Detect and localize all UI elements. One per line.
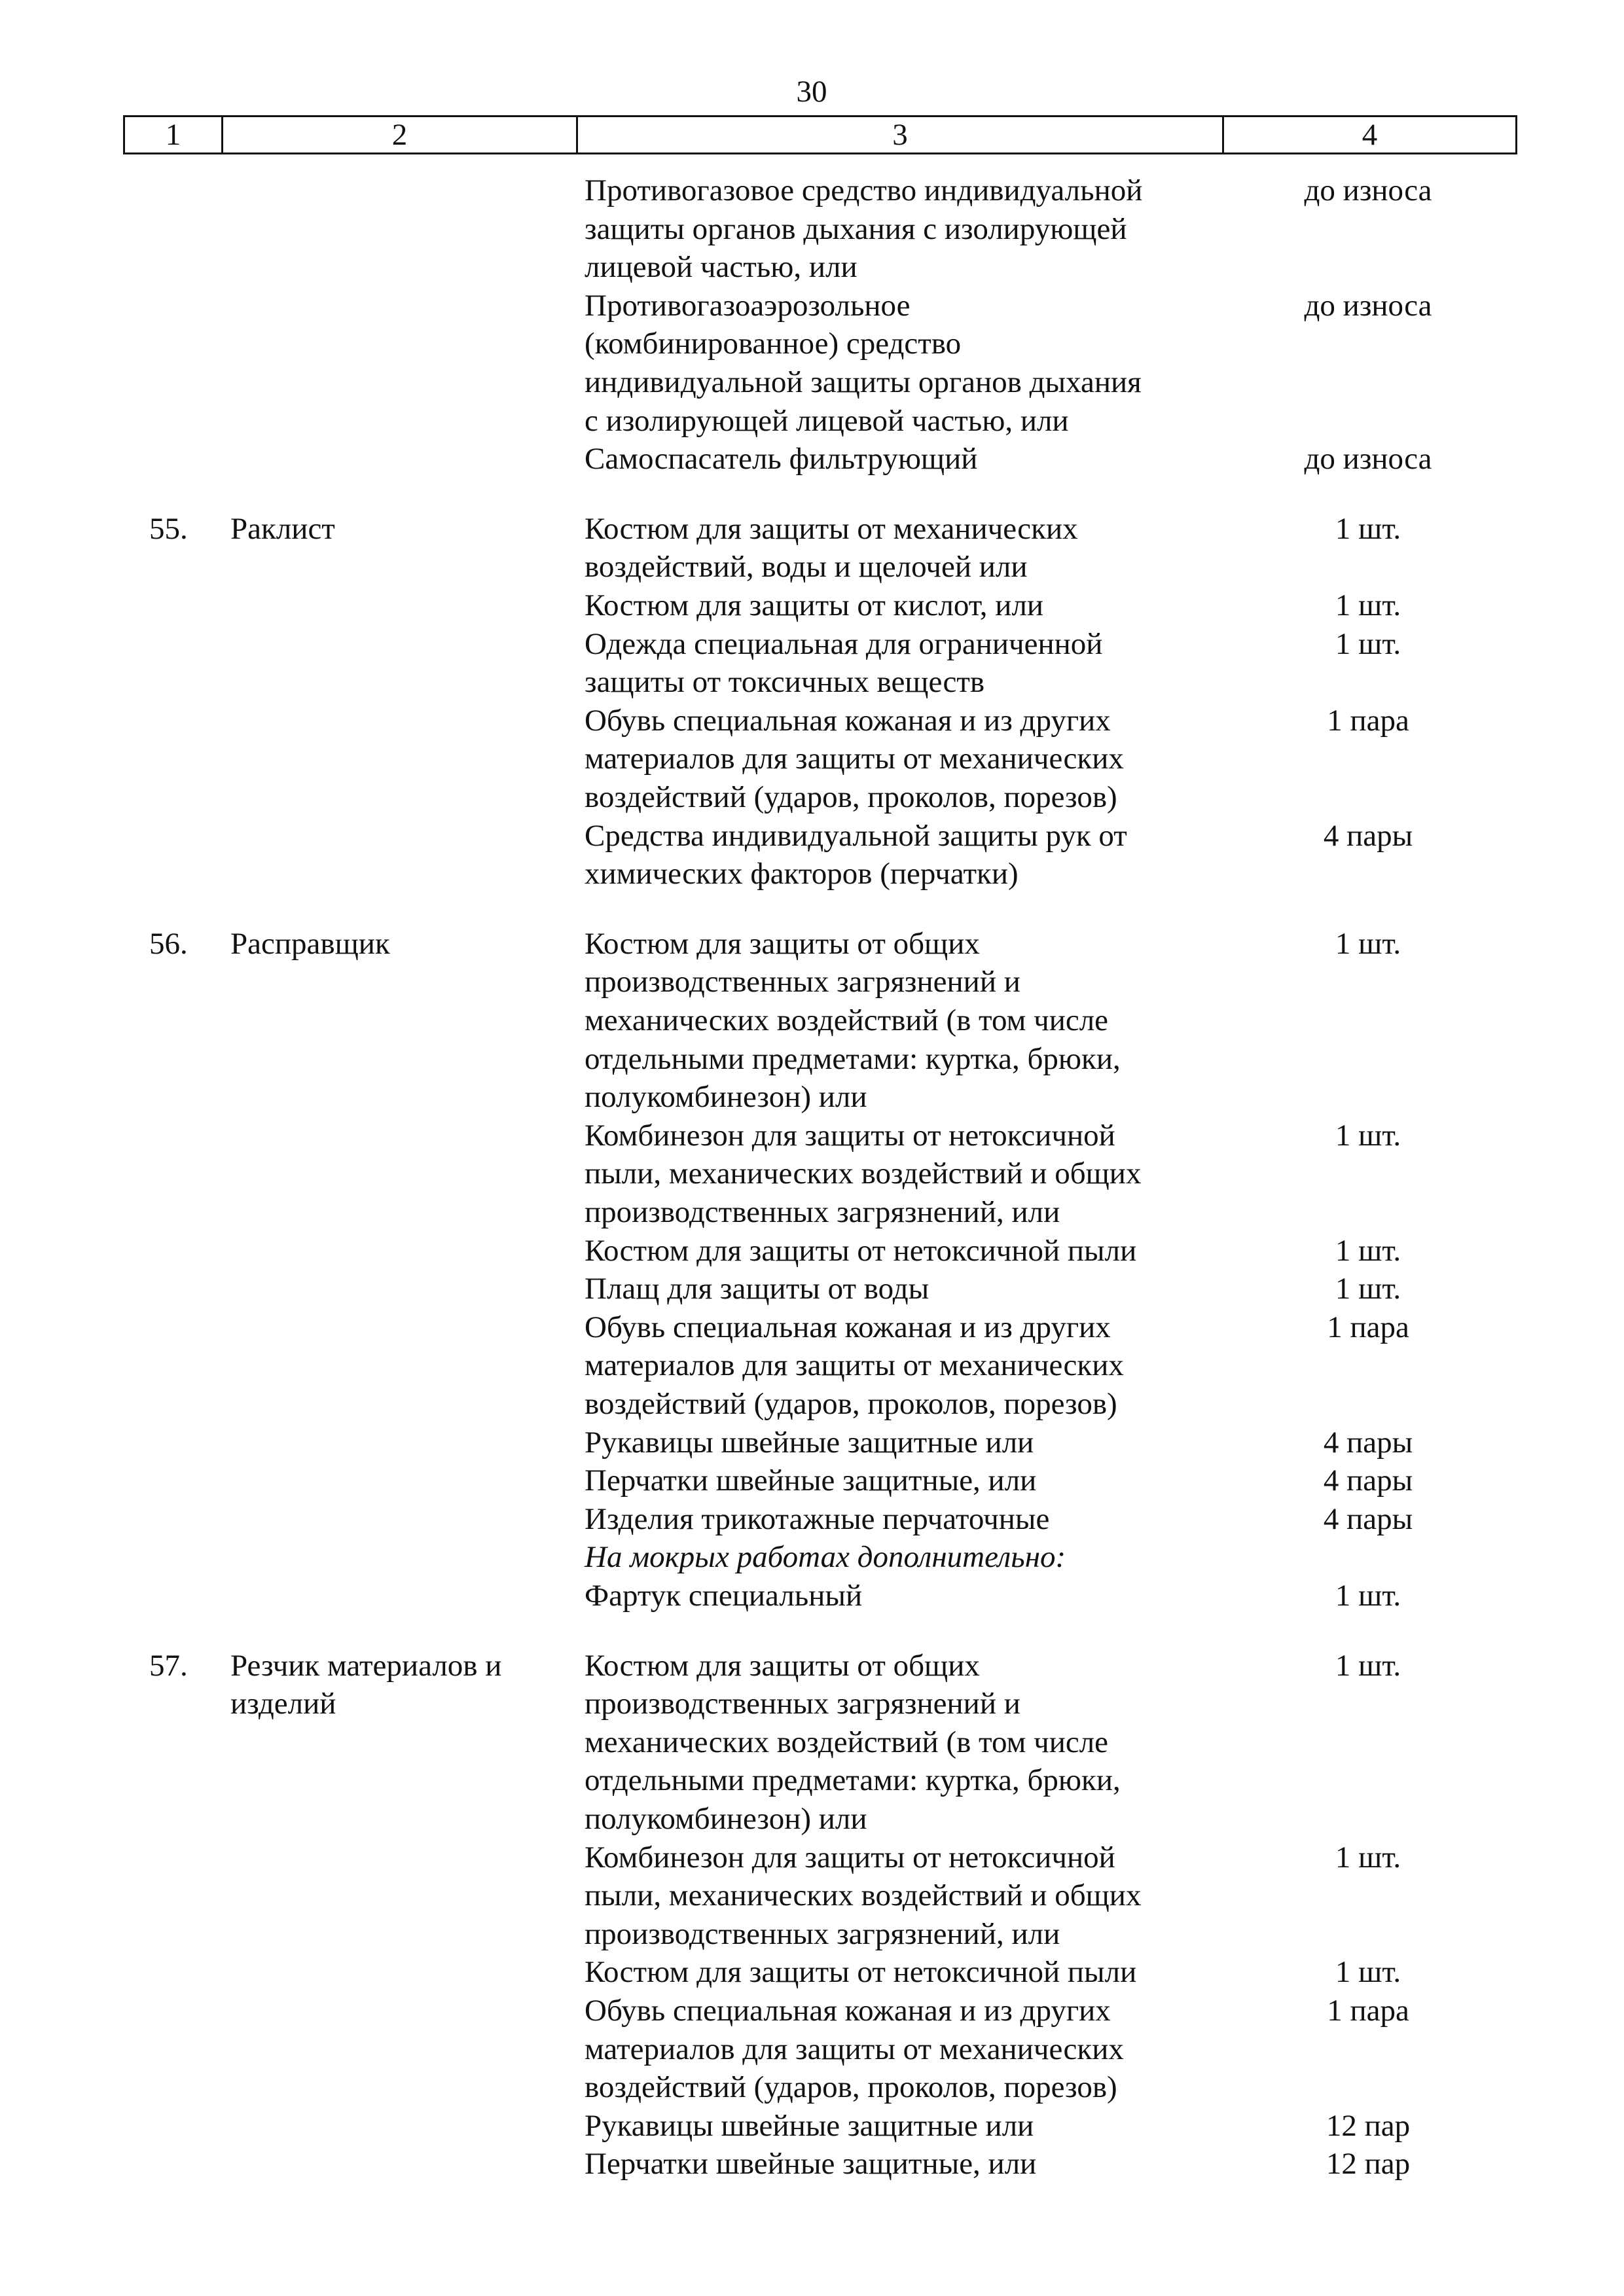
ppe-item-text: производственных загрязнений и [585, 1687, 1020, 1721]
ppe-item-text: Костюм для защиты от кислот, или [585, 588, 1044, 622]
ppe-item-text: Обувь специальная кожаная и из других [585, 1994, 1111, 2028]
ppe-item-text: воздействий (ударов, проколов, порезов) [585, 2070, 1117, 2105]
ppe-item-text: производственных загрязнений, или [585, 1195, 1060, 1229]
ppe-item-text: пыли, механических воздействий и общих [585, 1878, 1142, 1913]
ppe-item-text: Обувь специальная кожаная и из других [585, 703, 1111, 738]
ppe-item-text: Костюм для защиты от общих [585, 1648, 980, 1683]
ppe-quantity: 1 шт. [1335, 1840, 1401, 1874]
ppe-quantity: 1 пара [1327, 1994, 1409, 2028]
ppe-item-text: (комбинированное) средство [585, 327, 962, 361]
ppe-item-text: пыли, механических воздействий и общих [585, 1157, 1142, 1191]
row-number: 55. [149, 511, 188, 546]
ppe-quantity: 12 пар [1326, 2147, 1411, 2181]
ppe-item-text: Самоспасатель фильтрующий [585, 442, 978, 476]
ppe-quantity: 12 пар [1326, 2108, 1411, 2143]
ppe-quantity: 1 пара [1327, 703, 1409, 738]
ppe-item-text: производственных загрязнений и [585, 965, 1020, 999]
row-number: 56. [149, 926, 188, 961]
ppe-quantity: 4 пары [1323, 1425, 1413, 1460]
ppe-item-text: химических факторов (перчатки) [585, 857, 1019, 891]
ppe-item-text: Комбинезон для защиты от нетоксичной [585, 1118, 1115, 1153]
profession-name: Раклист [230, 511, 335, 546]
ppe-quantity: 4 пары [1323, 818, 1413, 853]
ppe-quantity: 1 шт. [1335, 511, 1401, 546]
page-number: 30 [796, 75, 827, 109]
header-col-2: 2 [221, 117, 576, 152]
profession-name: Резчик материалов и [230, 1648, 502, 1683]
ppe-item-text: Противогазовое средство индивидуальной [585, 173, 1143, 207]
ppe-quantity: до износа [1304, 288, 1432, 323]
ppe-item-text: Фартук специальный [585, 1579, 863, 1613]
ppe-item-text: Рукавицы швейные защитные или [585, 1425, 1034, 1460]
ppe-quantity: 1 шт. [1335, 1648, 1401, 1683]
ppe-item-text: Противогазоаэрозольное [585, 288, 911, 323]
ppe-item-text: материалов для защиты от механических [585, 2032, 1124, 2066]
ppe-item-text: Одежда специальная для ограниченной [585, 626, 1103, 661]
ppe-item-text: отдельными предметами: куртка, брюки, [585, 1763, 1121, 1798]
ppe-item-text: материалов для защиты от механических [585, 742, 1124, 776]
ppe-item-text: Комбинезон для защиты от нетоксичной [585, 1840, 1115, 1874]
table-header [123, 115, 1517, 154]
ppe-item-text: полукомбинезон) или [585, 1080, 867, 1115]
profession-name: Расправщик [230, 926, 390, 961]
ppe-item-text: Костюм для защиты от общих [585, 926, 980, 961]
ppe-item-text: производственных загрязнений, или [585, 1916, 1060, 1951]
ppe-quantity: 1 пара [1327, 1310, 1409, 1344]
ppe-item-text: Костюм для защиты от нетоксичной пыли [585, 1233, 1137, 1268]
ppe-item-text: с изолирующей лицевой частью, или [585, 403, 1069, 438]
ppe-item-text: Рукавицы швейные защитные или [585, 2108, 1034, 2143]
ppe-item-text: Костюм для защиты от механических [585, 511, 1078, 546]
ppe-item-text: материалов для защиты от механических [585, 1348, 1124, 1383]
ppe-item-text: индивидуальной защиты органов дыхания [585, 365, 1142, 399]
ppe-quantity: до износа [1304, 442, 1432, 476]
ppe-quantity: 1 шт. [1335, 1272, 1401, 1306]
ppe-item-text: механических воздействий (в том числе [585, 1725, 1109, 1759]
ppe-quantity: 1 шт. [1335, 626, 1401, 661]
ppe-item-text: отдельными предметами: куртка, брюки, [585, 1041, 1121, 1076]
header-col-4: 4 [1222, 117, 1515, 152]
ppe-item-text: Обувь специальная кожаная и из других [585, 1310, 1111, 1344]
header-col-3: 3 [576, 117, 1222, 152]
ppe-item-text: Изделия трикотажные перчаточные [585, 1501, 1050, 1536]
ppe-item-text: Плащ для защиты от воды [585, 1272, 929, 1306]
ppe-item-text: воздействий (ударов, проколов, порезов) [585, 780, 1117, 814]
header-col-1: 1 [165, 118, 181, 152]
profession-name: изделий [230, 1687, 336, 1721]
ppe-item-text: Перчатки швейные защитные, или [585, 2147, 1037, 2181]
ppe-quantity: 1 шт. [1335, 1118, 1401, 1153]
ppe-quantity: 1 шт. [1335, 1579, 1401, 1613]
ppe-item-text: защиты органов дыхания с изолирующей [585, 211, 1127, 246]
row-number: 57. [149, 1648, 188, 1683]
ppe-item-text: воздействий (ударов, проколов, порезов) [585, 1387, 1117, 1421]
ppe-item-text: полукомбинезон) или [585, 1802, 867, 1836]
ppe-quantity: 1 шт. [1335, 588, 1401, 622]
ppe-quantity: 4 пары [1323, 1463, 1413, 1498]
ppe-item-text: защиты от токсичных веществ [585, 665, 985, 700]
ppe-quantity: 4 пары [1323, 1501, 1413, 1536]
ppe-quantity: до износа [1304, 173, 1432, 207]
ppe-item-text: Перчатки швейные защитные, или [585, 1463, 1037, 1498]
ppe-item-text: лицевой частью, или [585, 250, 857, 285]
ppe-item-text: На мокрых работах дополнительно: [585, 1540, 1066, 1575]
ppe-item-text: механических воздействий (в том числе [585, 1003, 1109, 1037]
ppe-quantity: 1 шт. [1335, 1955, 1401, 1990]
ppe-item-text: воздействий, воды и щелочей или [585, 550, 1028, 584]
ppe-quantity: 1 шт. [1335, 1233, 1401, 1268]
ppe-item-text: Средства индивидуальной защиты рук от [585, 818, 1127, 853]
ppe-item-text: Костюм для защиты от нетоксичной пыли [585, 1955, 1137, 1990]
ppe-quantity: 1 шт. [1335, 926, 1401, 961]
